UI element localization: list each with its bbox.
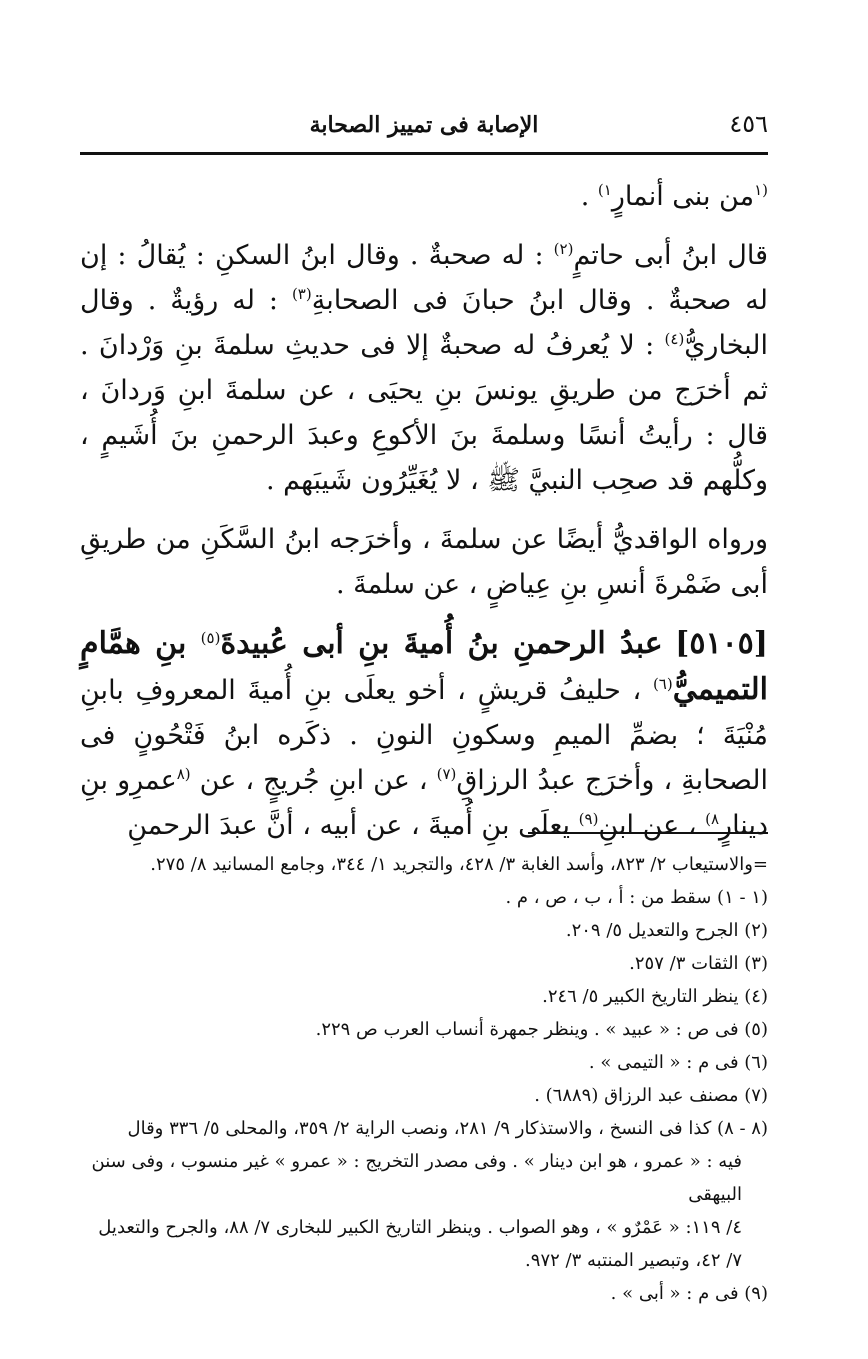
footnote-line: (٨ - ٨) كذا فى النسخ ، والاستذكار ٩/ ٢٨١، ونصب الراية ٢/ ٣٥٩، والمحلى ٥/ ٣٣٦ وقال [127, 1118, 768, 1139]
running-title: الإصابة فى تمييز الصحابة [309, 112, 539, 138]
footnote-line: (١ - ١) سقط من : أ ، ب ، ص ، م . [505, 887, 768, 908]
paragraph-3: ورواه الواقديُّ أيضًا عن سلمةَ ، وأخرَجه ابنُ السَّكَنِ من طريقِ أبى ضَمْرةَ أنسِ بنِ عِياضٍ ، عن سلمةَ . [80, 524, 768, 600]
footnote-ref: (٣) [291, 285, 312, 303]
footnote-line: ٧/ ٤٢، وتبصير المنتبه ٣/ ٩٧٢. [525, 1250, 742, 1271]
footnote-ref: (٨ [176, 765, 191, 783]
footnote-line: (٩) فى م : « أبى » . [610, 1283, 768, 1304]
entry-name-cont: بنِ همَّامٍ التميميُّ [80, 626, 768, 707]
footnote-line: فيه : « عمرو ، هو ابن دينار » . وفى مصدر التخريج : « عمرو » غير منسوب ، وفى سنن البيهقى [91, 1151, 742, 1205]
text-run: ، عن ابنِ [598, 810, 706, 841]
entry-number: [٥١٠٥] [675, 626, 768, 661]
footnote-line: (٥) فى ص : « عبيد » . وينظر جمهرة أنساب العرب ص ٢٢٩. [315, 1019, 768, 1040]
text-run: يعلَى بنِ أُميةَ ، عن أبيه ، أنَّ عبدَ الرحمنِ [127, 810, 579, 841]
text-run: قال ابنُ أبى حاتمٍ [573, 240, 768, 271]
text-run: من بنى أنمارٍ [611, 181, 755, 212]
footnote-ref: (٦) [652, 675, 673, 693]
main-text [80, 174, 768, 848]
header-rule [80, 152, 768, 155]
page-header [80, 106, 768, 146]
footnote-ref: (٤) [664, 330, 685, 348]
text-run: : له صحبةٌ . وقال ابنُ السكنِ : يُقالُ : إن له صحبةٌ . وقال ابنُ حبانَ فى الصحابةِ [80, 240, 768, 316]
footnote-ref: (٢) [553, 240, 574, 258]
footnote-ref: (١ [754, 181, 768, 199]
footnote-line: (٦) فى م : « التيمى » . [588, 1052, 768, 1073]
entry-paragraph [80, 621, 768, 848]
footnote-line: =والاستيعاب ٢/ ٨٢٣، وأسد الغابة ٣/ ٤٢٨، والتجريد ١/ ٣٤٤، وجامع المسانيد ٨/ ٢٧٥. [150, 854, 768, 875]
page-number: ٤٥٦ [729, 110, 768, 138]
footnote-line: ٤/ ١١٩: « عَمْرٌو » ، وهو الصواب . وينظر التاريخ الكبير للبخارى ٧/ ٨٨، والجرح والتعديل [98, 1217, 742, 1238]
text-run: . [580, 181, 598, 212]
text-run: ، حليفُ قريشٍ ، أخو يعلَى بنِ أُميةَ المعروفِ بابنِ مُنْيَةَ ؛ بضمِّ الميمِ وسكونِ النونِ . ذكَره ابنُ فَتْحُونٍ فى الصحابةِ ، وأخرَج عبدُ الرزاقِ [80, 675, 768, 796]
text-run: ، عن ابنِ جُريجٍ ، عن [199, 765, 437, 796]
text-run: عمرِو بنِ دينارٍ [80, 765, 768, 841]
footnote-line: (٣) الثقات ٣/ ٢٥٧. [629, 953, 768, 974]
footnote-ref: (٥) [200, 629, 221, 647]
footnote-line: (٤) ينظر التاريخ الكبير ٥/ ٢٤٦. [542, 986, 768, 1007]
footnote-line: (٧) مصنف عبد الرزاق (٦٨٨٩) . [534, 1085, 768, 1106]
paragraph-2 [80, 233, 768, 503]
footnote-ref: (٧) [436, 765, 457, 783]
entry-name: عبدُ الرحمنِ بنُ أُميةَ بنِ أبى عُبيدةَ [220, 626, 663, 661]
footnotes [80, 848, 768, 1310]
text-run: : لا يُعرفُ له صحبةٌ إلا فى حديثِ سلمةَ بنِ وَرْدانَ . ثم أخرَج من طريقِ يونسَ بنِ يحيَى ، عن سلمةَ ابنِ وَردانَ ، قال : رأيتُ أنسًا وسلمةَ بنَ الأكوعِ وعبدَ الرحمنِ بنَ أُشَيمٍ ، وكلُّهم قد صحِب النبيَّ ﷺ ، لا يُغَيِّرُون شَيبَهم . [80, 330, 768, 496]
paragraph-1 [80, 174, 768, 219]
footnote-rule [528, 832, 768, 834]
footnote-ref: ٨) [705, 810, 720, 828]
footnote-ref: (٩) [578, 810, 599, 828]
footnote-line: (٢) الجرح والتعديل ٥/ ٢٠٩. [565, 920, 768, 941]
text-run: : له رؤيةٌ . وقال البخاريُّ [80, 285, 768, 361]
footnote-ref: ١) [597, 181, 612, 199]
